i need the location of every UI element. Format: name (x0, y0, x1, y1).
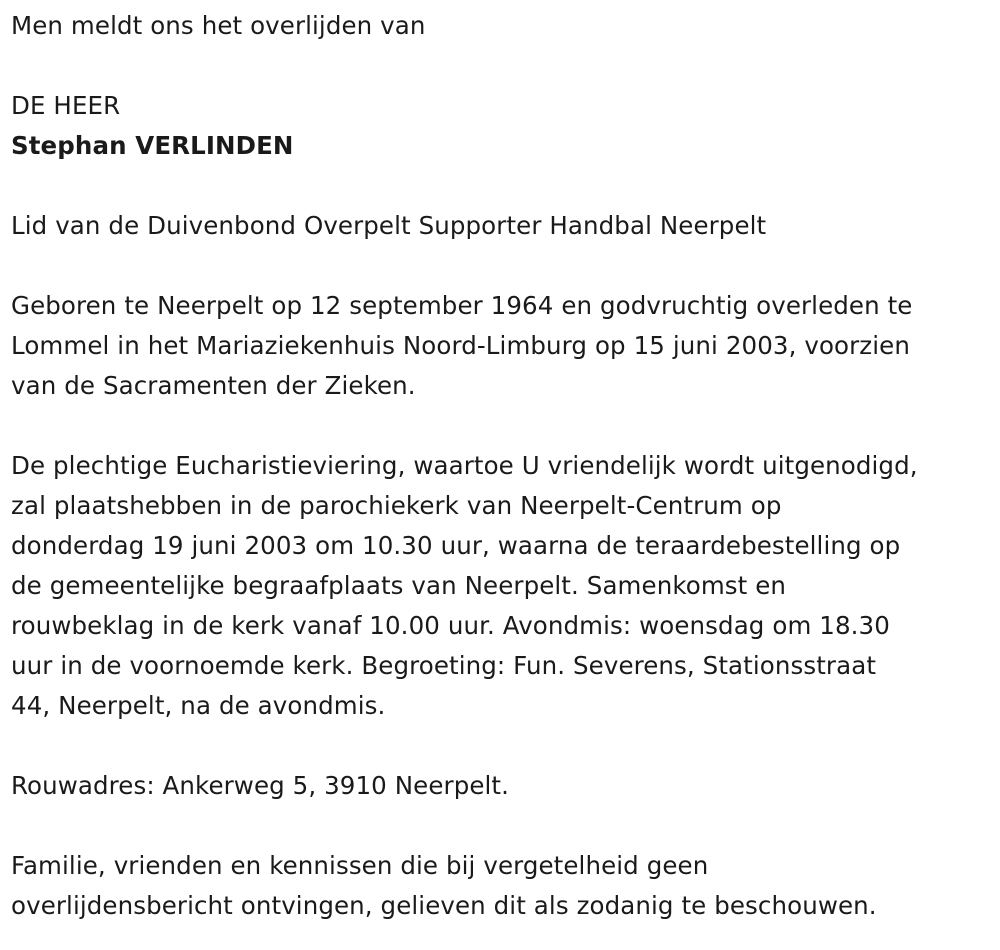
intro-line: Men meldt ons het overlijden van (11, 11, 426, 40)
spacer (11, 166, 996, 206)
spacer (11, 806, 996, 846)
closing-paragraph (11, 846, 996, 926)
honorific: DE HEER (11, 91, 121, 120)
paragraph-line: 44, Neerpelt, na de avondmis. (11, 691, 386, 720)
paragraph-line: De plechtige Eucharistieviering, waartoe U vriendelijk wordt uitgenodigd, (11, 451, 918, 480)
paragraph-line: overlijdensbericht ontvingen, gelieven dit als zodanig te beschouwen. (11, 891, 877, 920)
spacer (11, 726, 996, 766)
address-line: Rouwadres: Ankerweg 5, 3910 Neerpelt. (11, 771, 510, 800)
paragraph-line: donderdag 19 juni 2003 om 10.30 uur, waarna de teraardebestelling op (11, 531, 901, 560)
spacer (11, 246, 996, 286)
membership-line: Lid van de Duivenbond Overpelt Supporter Handbal Neerpelt (11, 211, 767, 240)
spacer (11, 46, 996, 86)
paragraph-line: uur in de voornoemde kerk. Begroeting: Fun. Severens, Stationsstraat (11, 651, 877, 680)
paragraph-line: zal plaatshebben in de parochiekerk van Neerpelt-Centrum op (11, 491, 782, 520)
paragraph-line: de gemeentelijke begraafplaats van Neerpelt. Samenkomst en (11, 571, 787, 600)
spacer (11, 406, 996, 446)
obituary-notice (11, 6, 996, 926)
paragraph-line: Familie, vrienden en kennissen die bij vergetelheid geen (11, 851, 709, 880)
paragraph-line: Lommel in het Mariaziekenhuis Noord-Limburg op 15 juni 2003, voorzien (11, 331, 910, 360)
paragraph-line: van de Sacramenten der Zieken. (11, 371, 416, 400)
paragraph-line: Geboren te Neerpelt op 12 september 1964 en godvruchtig overleden te (11, 291, 913, 320)
deceased-name: Stephan VERLINDEN (11, 131, 294, 160)
paragraph-line: rouwbeklag in de kerk vanaf 10.00 uur. Avondmis: woensdag om 18.30 (11, 611, 890, 640)
ceremony-paragraph (11, 446, 996, 726)
birth-death-paragraph (11, 286, 996, 406)
